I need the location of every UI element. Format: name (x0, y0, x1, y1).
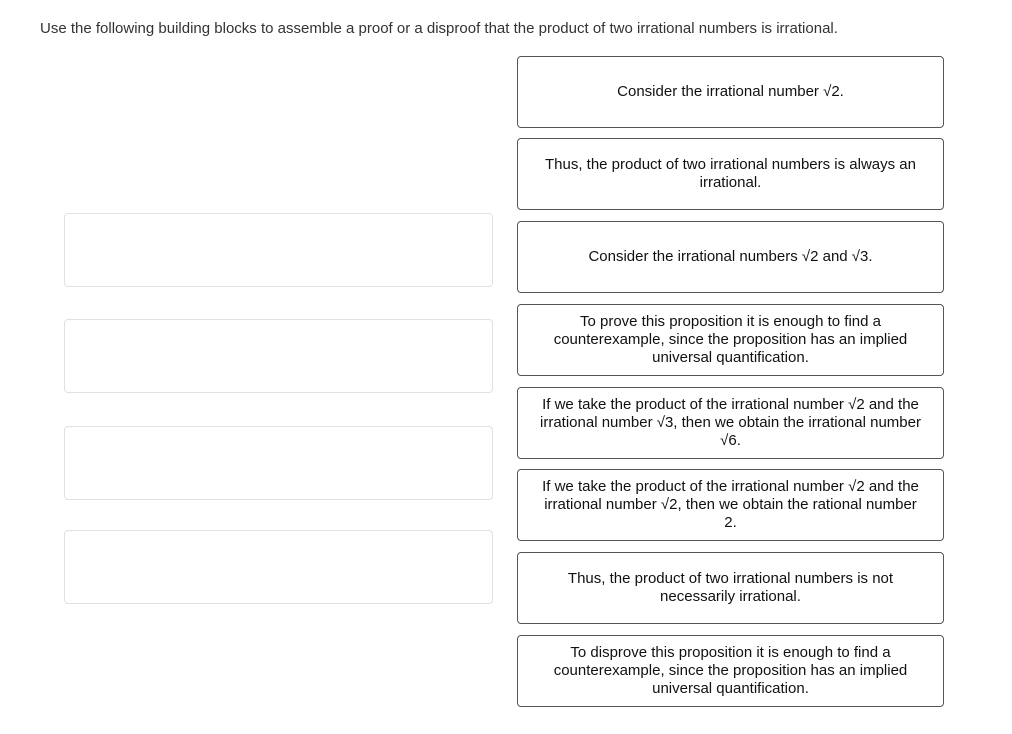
building-block-3[interactable]: Consider the irrational numbers √2 and √3. (517, 221, 944, 293)
building-block-8[interactable]: To disprove this proposition it is enough to find a counterexample, since the proposition has an implied universal quantification. (517, 635, 944, 707)
answer-slot-1[interactable] (64, 213, 493, 287)
answer-slot-4[interactable] (64, 530, 493, 604)
building-block-6[interactable]: If we take the product of the irrational number √2 and the irrational number √2, then we obtain the rational number 2. (517, 469, 944, 541)
building-block-4[interactable]: To prove this proposition it is enough to find a counterexample, since the proposition has an implied universal quantification. (517, 304, 944, 376)
building-block-7[interactable]: Thus, the product of two irrational numbers is not necessarily irrational. (517, 552, 944, 624)
instructions-text: Use the following building blocks to assemble a proof or a disproof that the product of two irrational numbers is irrational. (40, 20, 838, 37)
building-block-2[interactable]: Thus, the product of two irrational numbers is always an irrational. (517, 138, 944, 210)
building-block-1[interactable]: Consider the irrational number √2. (517, 56, 944, 128)
building-block-5[interactable]: If we take the product of the irrational number √2 and the irrational number √3, then we obtain the irrational number √6. (517, 387, 944, 459)
answer-slot-2[interactable] (64, 319, 493, 393)
answer-slot-3[interactable] (64, 426, 493, 500)
